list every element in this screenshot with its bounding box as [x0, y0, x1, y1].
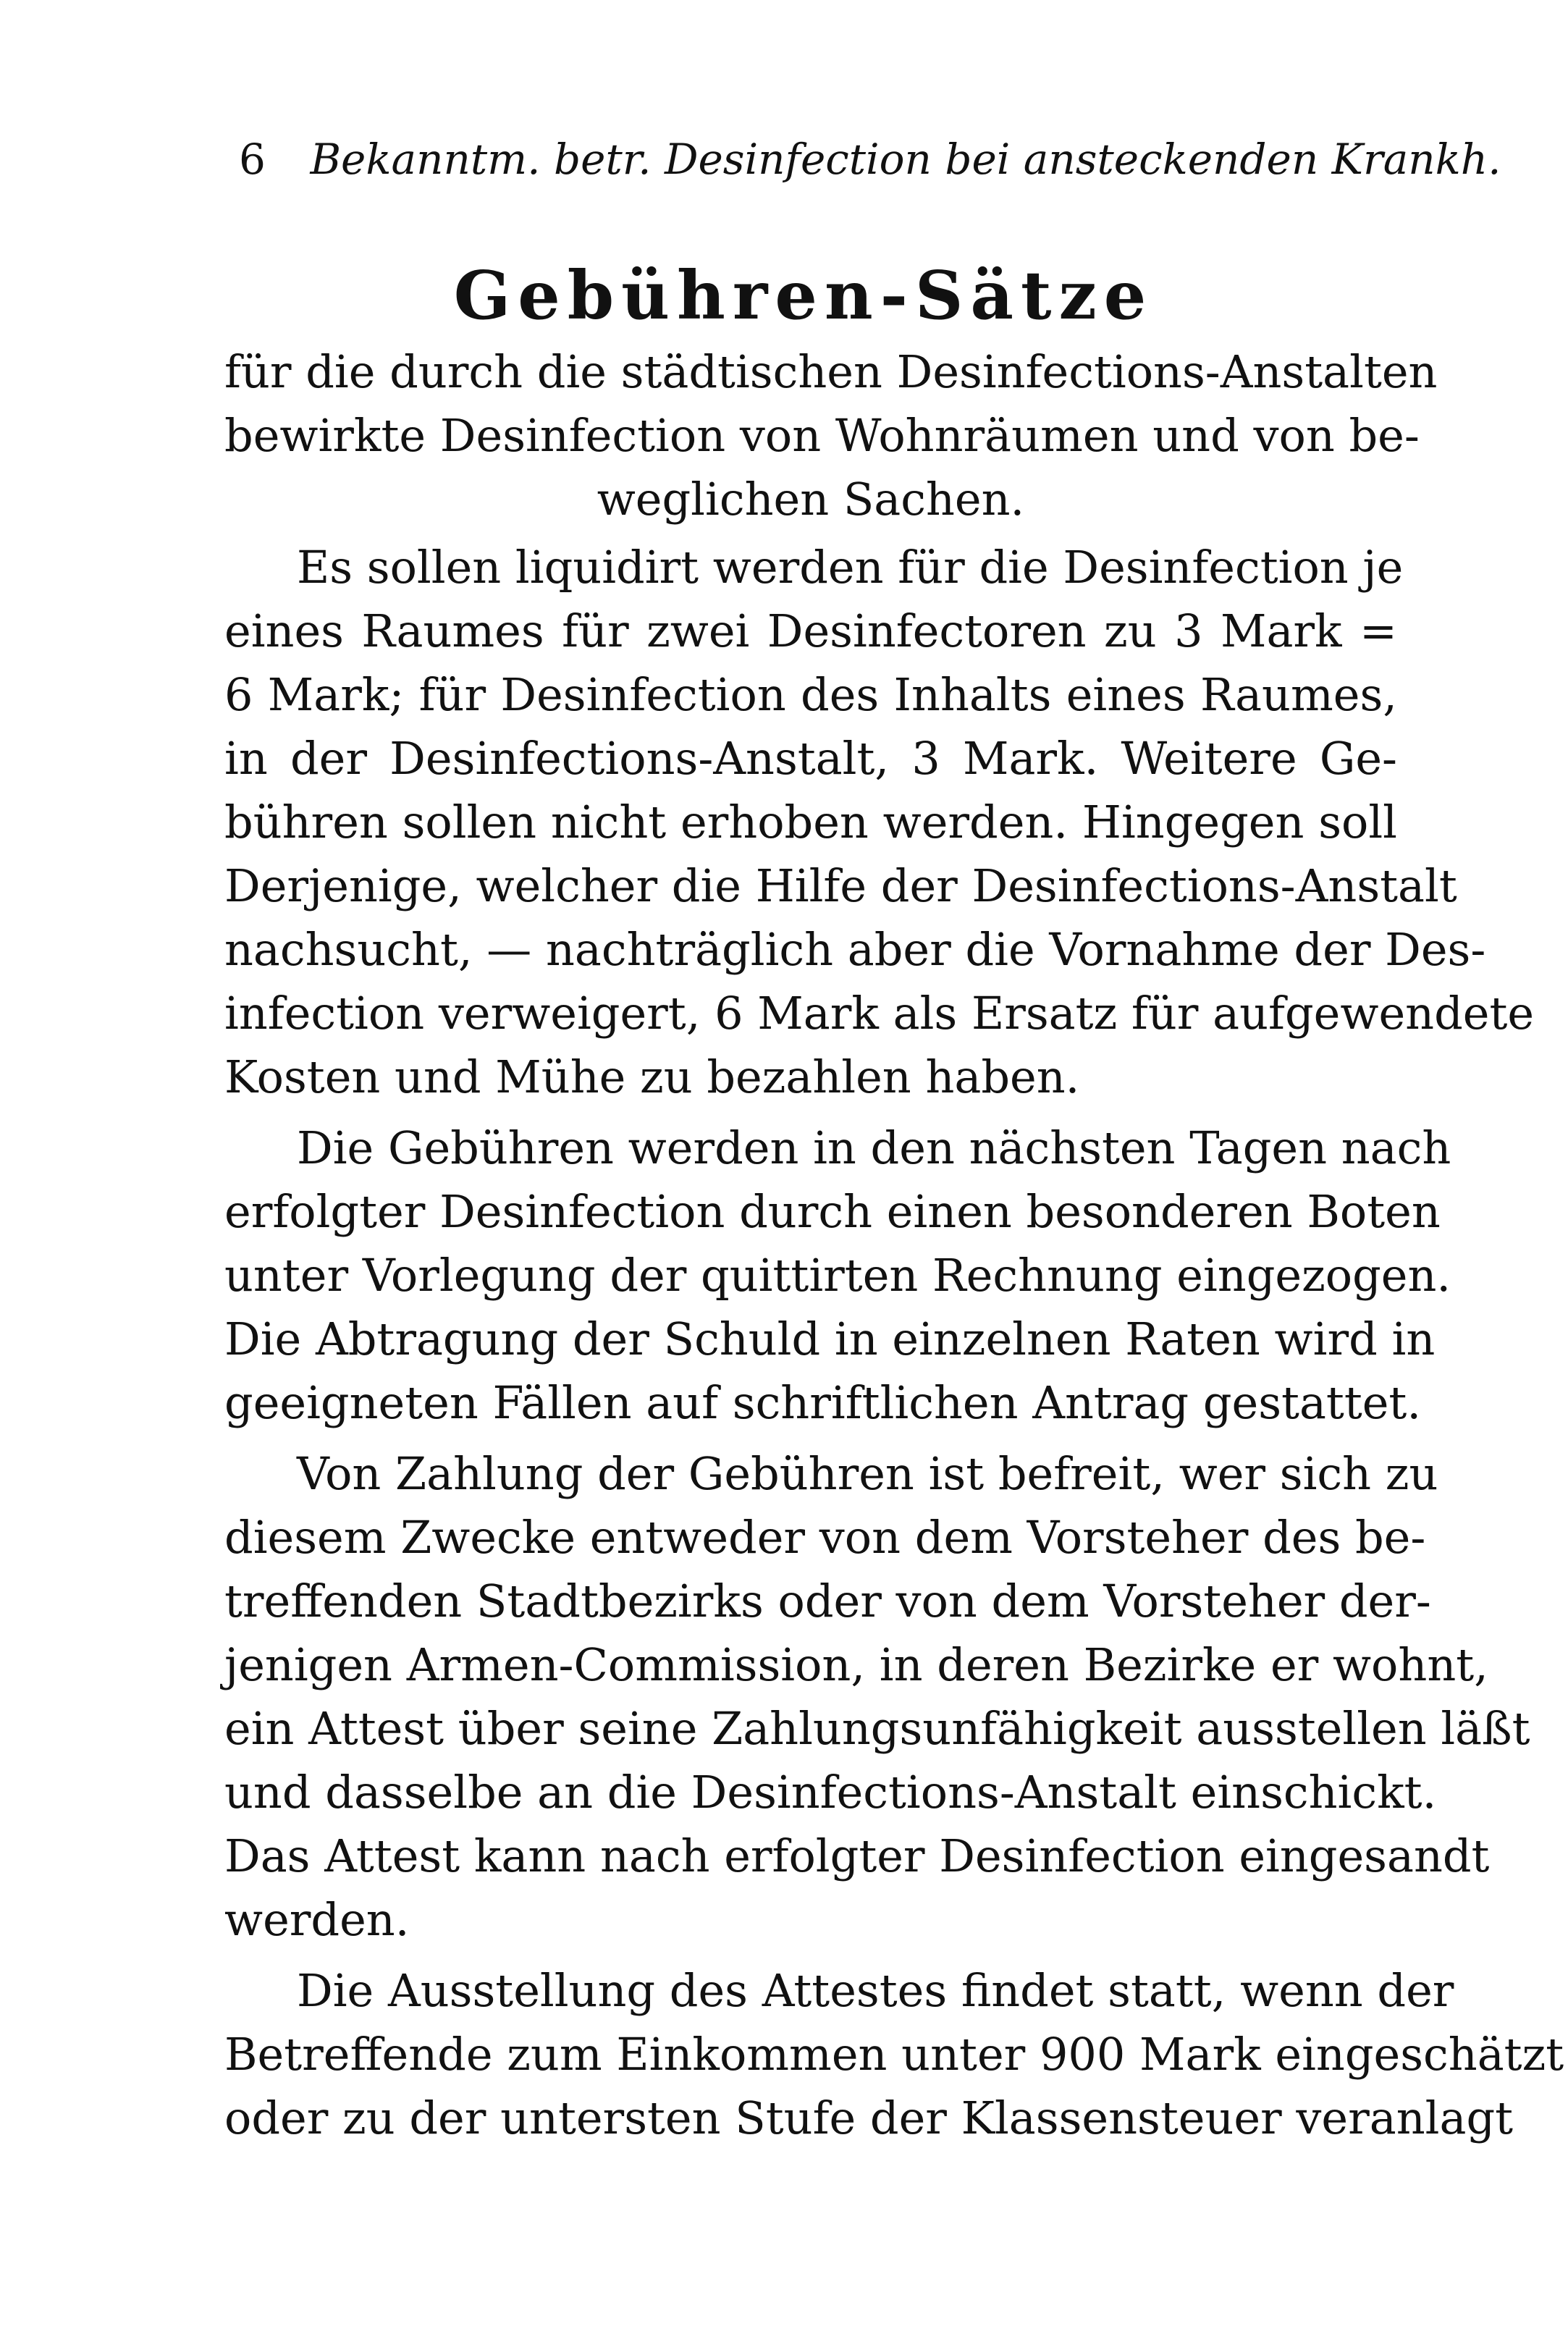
subtitle-line: bewirkte Desinfection von Wohnräumen und von be- [224, 409, 1420, 462]
text-line: in der Desinfections-Anstalt, 3 Mark. Weitere Ge- [224, 732, 1397, 785]
running-title: Bekanntm. betr. Desinfection bei ansteckenden Krankh. [310, 135, 1501, 184]
text-line: nachsucht, — nachträglich aber die Vornahme der Des- [224, 923, 1486, 976]
text-line: unter Vorlegung der quittirten Rechnung eingezogen. [224, 1249, 1451, 1302]
text-line: oder zu der untersten Stufe der Klassensteuer veranlagt [224, 2092, 1514, 2144]
text-line: Betreffende zum Einkommen unter 900 Mark eingeschätzt [224, 2028, 1564, 2081]
text-line: Von Zahlung der Gebühren ist befreit, wer sich zu [297, 1447, 1438, 1500]
text-line: Die Gebühren werden in den nächsten Tagen nach [297, 1121, 1451, 1174]
text-line: erfolgter Desinfection durch einen besonderen Boten [224, 1185, 1441, 1238]
text-line: ein Attest über seine Zahlungsunfähigkeit ausstellen läßt [224, 1702, 1530, 1755]
text-line: Es sollen liquidirt werden für die Desinfection je [297, 541, 1404, 594]
text-line: infection verweigert, 6 Mark als Ersatz für aufgewendete [224, 987, 1535, 1040]
text-line: jenigen Armen-Commission, in deren Bezirke er wohnt, [224, 1638, 1488, 1691]
subtitle-line: weglichen Sachen. [597, 473, 1025, 526]
text-line: eines Raumes für zwei Desinfectoren zu 3 Mark = [224, 605, 1397, 657]
text-line: diesem Zwecke entweder von dem Vorsteher des be- [224, 1511, 1426, 1564]
text-line: Das Attest kann nach erfolgter Desinfection eingesandt [224, 1829, 1490, 1882]
section-subtitle [224, 340, 1438, 531]
paragraph-fees [224, 536, 1535, 1109]
text-line: Kosten und Mühe zu bezahlen haben. [224, 1050, 1080, 1103]
text-line: Derjenige, welcher die Hilfe der Desinfections-Anstalt [224, 859, 1457, 912]
paragraph-exemption [224, 1442, 1530, 1952]
text-line: Die Abtragung der Schuld in einzelnen Raten wird in [224, 1313, 1436, 1365]
body-text [224, 536, 1564, 2157]
section-title: Gebühren-Sätze [453, 256, 1154, 334]
running-header [239, 130, 1501, 188]
text-line: werden. [224, 1893, 410, 1946]
paragraph-attest [224, 1959, 1564, 2150]
text-line: Die Ausstellung des Attestes findet statt, wenn der [297, 1964, 1454, 2017]
text-line: geeigneten Fällen auf schriftlichen Antrag gestattet. [224, 1376, 1422, 1429]
text-line: bühren sollen nicht erhoben werden. Hingegen soll [224, 796, 1397, 848]
page-number: 6 [239, 135, 266, 184]
text-line: treffenden Stadtbezirks oder von dem Vorsteher der- [224, 1575, 1431, 1627]
paragraph-collection [224, 1116, 1451, 1435]
text-line: und dasselbe an die Desinfections-Anstalt einschickt. [224, 1766, 1437, 1819]
text-line: 6 Mark; für Desinfection des Inhalts eines Raumes, [224, 668, 1397, 721]
subtitle-line: für die durch die städtischen Desinfections-Anstalten [224, 345, 1438, 398]
